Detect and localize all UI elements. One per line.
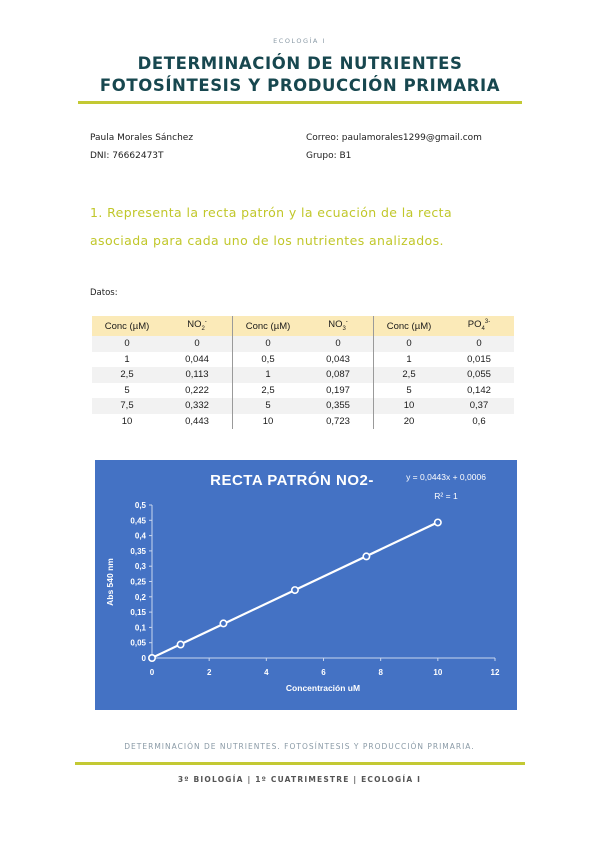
chart-panel <box>95 460 517 710</box>
y-tick-label: 0,25 <box>130 577 146 587</box>
table-cell: 0 <box>444 336 514 352</box>
y-tick-label: 0,15 <box>130 608 146 618</box>
page-title-line2: FOTOSÍNTESIS Y PRODUCCIÓN PRIMARIA <box>99 76 501 95</box>
data-point <box>292 587 298 593</box>
chart-r2: R² = 1 <box>434 491 458 501</box>
table-row <box>92 414 514 430</box>
table-cell: 10 <box>374 398 445 414</box>
chart-title: RECTA PATRÓN NO2- <box>210 472 374 489</box>
table-cell: 1 <box>233 367 304 383</box>
chart-equation: y = 0,0443x + 0,0006 <box>406 472 486 482</box>
y-axis-label: Abs 540 nm <box>105 558 115 606</box>
page-title-line1: DETERMINACIÓN DE NUTRIENTES <box>137 54 463 73</box>
table-cell: 0,222 <box>162 383 233 399</box>
table-cell: 0,015 <box>467 353 491 365</box>
x-tick-label: 2 <box>206 668 212 677</box>
col-header-po4: $PO_4^{3-}$ <box>444 316 514 336</box>
table-cell: 0,6 <box>472 415 486 427</box>
table-cell: 0,37 <box>444 398 514 414</box>
x-tick-label: 4 <box>264 668 269 677</box>
footer-doc-title: DETERMINACIÓN DE NUTRIENTES. FOTOSÍNTESIS Y PRODUCCIÓN PRIMARIA. <box>124 742 475 751</box>
table-cell: 0,443 <box>162 414 233 430</box>
table-cell: 0 <box>233 336 304 352</box>
table-cell: 0 <box>374 336 445 352</box>
author-dni: DNI: 76662473T <box>90 151 164 161</box>
author-group: Grupo: B1 <box>306 151 352 161</box>
question-line1: 1. Representa la recta patrón y la ecuación de la recta <box>90 205 453 220</box>
table-cell: 1 <box>124 353 130 365</box>
table-cell: 0 <box>303 336 374 352</box>
table-cell: 5 <box>233 398 304 414</box>
chart-svg <box>95 460 517 710</box>
datos-label: Datos: <box>90 288 118 298</box>
table-cell: 0,113 <box>162 367 233 383</box>
table-cell: 0,087 <box>303 367 374 383</box>
table-row <box>92 352 514 368</box>
chart-plot-area <box>130 501 500 677</box>
footer-rule <box>75 762 525 765</box>
table-row <box>92 336 514 352</box>
col-header-conc: Conc (µM) <box>374 316 445 336</box>
table-cell: 0,055 <box>444 367 514 383</box>
table-cell: 0,5 <box>261 353 275 365</box>
x-axis-label: Concentración uM <box>285 683 361 693</box>
y-tick-label: 0,05 <box>130 638 146 648</box>
y-tick-label: 0,2 <box>134 592 146 602</box>
table-cell: 5 <box>406 384 412 396</box>
table-cell: 0,043 <box>303 352 374 368</box>
header-rule <box>78 101 522 104</box>
table-cell: 7,5 <box>92 398 162 414</box>
y-tick-label: 0,1 <box>134 623 146 633</box>
table-cell: 0 <box>92 336 162 352</box>
table-cell: 20 <box>403 415 415 427</box>
table-cell: 0,332 <box>162 398 233 414</box>
table-row <box>92 367 514 383</box>
table-header-row <box>92 316 514 336</box>
y-tick-label: 0,5 <box>134 501 146 510</box>
table-cell: 0 <box>162 336 233 352</box>
col-header-no2: $NO_2^-$ <box>162 316 233 336</box>
col-header-no3: $NO_3^-$ <box>303 316 374 336</box>
y-tick-label: 0,3 <box>134 562 146 572</box>
data-table <box>92 316 514 429</box>
x-tick-label: 8 <box>378 668 383 677</box>
table-cell: 1 <box>406 353 412 365</box>
x-tick-label: 10 <box>433 668 443 677</box>
table-cell: 10 <box>121 415 133 427</box>
table-row <box>92 398 514 414</box>
table-cell: 2,5 <box>92 367 162 383</box>
question-line2: asociada para cada uno de los nutrientes analizados. <box>90 233 444 248</box>
table-row <box>92 383 514 399</box>
x-tick-label: 6 <box>321 668 326 677</box>
table-cell: 5 <box>124 384 130 396</box>
table-cell: 0,044 <box>162 352 233 368</box>
x-tick-label: 0 <box>149 668 155 677</box>
author-email: Correo: paulamorales1299@gmail.com <box>306 133 482 143</box>
header-small-label: ECOLOGÍA I <box>273 37 326 45</box>
table-cell: 0,197 <box>303 383 374 399</box>
data-point <box>435 519 441 525</box>
data-point <box>220 620 226 626</box>
x-tick-label: 12 <box>490 668 500 677</box>
table-cell: 0,355 <box>303 398 374 414</box>
y-tick-label: 0,4 <box>134 531 146 541</box>
footer-course-info: 3º BIOLOGÍA | 1º CUATRIMESTRE | ECOLOGÍA I <box>177 775 422 784</box>
col-header-conc: Conc (µM) <box>92 316 162 336</box>
col-header-conc: Conc (µM) <box>233 316 304 336</box>
table-cell: 0,723 <box>303 414 374 430</box>
data-point <box>363 553 369 559</box>
author-name: Paula Morales Sánchez <box>90 133 194 143</box>
table-cell: 2,5 <box>374 367 445 383</box>
y-tick-label: 0,45 <box>130 516 146 526</box>
table-cell: 10 <box>262 415 274 427</box>
table-cell: 0,142 <box>467 384 491 396</box>
y-tick-label: 0 <box>141 654 146 663</box>
table-cell: 2,5 <box>261 384 275 396</box>
y-tick-label: 0,35 <box>130 546 146 556</box>
data-point <box>177 641 183 647</box>
data-point <box>149 655 155 661</box>
